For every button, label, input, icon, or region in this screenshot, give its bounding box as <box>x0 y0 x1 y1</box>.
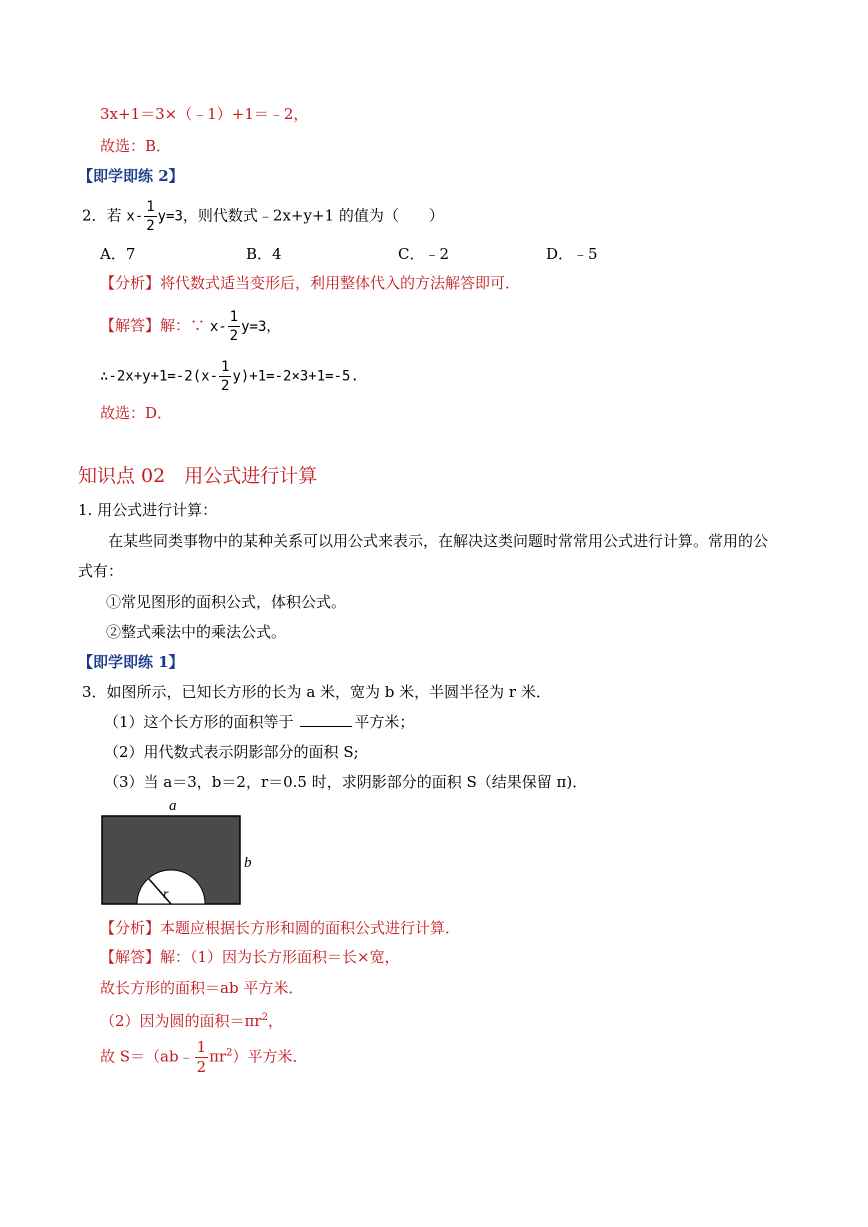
prev-solution-choice: 故选：B． <box>100 137 172 155</box>
list-item-1: ①常见图形的面积公式，体积公式。 <box>106 593 347 611</box>
answer <box>100 310 280 343</box>
answer-eq1-rhs: y=3， <box>241 318 281 335</box>
section-subheading: 1. 用公式进行计算： <box>78 501 218 519</box>
frac-den: 2 <box>196 1058 207 1076</box>
answer-line-4 <box>100 1040 308 1075</box>
answer-eq1-lhs: x- <box>209 318 227 335</box>
fraction-half <box>195 1040 209 1075</box>
list-item-2: ②整式乘法中的乘法公式。 <box>106 623 287 641</box>
frac-den: 2 <box>146 218 155 234</box>
frac-den: 2 <box>221 378 230 394</box>
answer-eq1-fraction <box>228 310 240 343</box>
part-1-text: （1）这个长方形的面积等于 <box>104 713 294 731</box>
answer-line-3-end: ， <box>267 1012 283 1030</box>
frac-num: 1 <box>146 199 155 215</box>
answer-line-1: 解：（1）因为长方形面积＝长×宽， <box>160 948 400 966</box>
section-heading: 知识点 02 用公式进行计算 <box>78 465 318 487</box>
practice-tag: 【即学即练 1】 <box>78 653 184 671</box>
expr-rhs: y=3 <box>157 208 183 225</box>
answer-label: 【解答】 <box>100 948 161 966</box>
answer-label: 【解答】 <box>100 316 161 335</box>
answer-choice: 故选：D． <box>100 404 173 422</box>
question-number: 2．若 <box>82 206 122 225</box>
option-d: D．﹣5 <box>546 245 598 263</box>
answer-line-4-end: ）平方米． <box>232 1047 308 1066</box>
analysis <box>100 273 520 293</box>
part-2: （2）用代数式表示阴影部分的面积 S; <box>104 743 359 761</box>
answer-line-2: 故长方形的面积＝ab 平方米． <box>100 979 304 997</box>
expr-lhs: x- <box>126 208 144 225</box>
superscript: 2 <box>226 1047 233 1059</box>
answer-blank <box>300 714 352 727</box>
answer-eq1 <box>209 309 281 344</box>
paragraph-line-2: 式有： <box>78 562 124 580</box>
analysis <box>100 918 460 938</box>
superscript: 2 <box>261 1012 268 1023</box>
analysis-text: 本题应根据长方形和圆的面积公式进行计算． <box>160 919 461 937</box>
question-2 <box>82 200 444 233</box>
therefore-suffix: y)+1=-2×3+1=-5. <box>232 368 359 385</box>
prev-solution-line: 3x+1＝3×（﹣1）+1＝﹣2， <box>100 105 309 123</box>
answer-intro: 解：∵ <box>160 316 206 335</box>
rectangle-figure <box>94 796 264 911</box>
question-rest: ，则代数式﹣2x+y+1 的值为（ ） <box>182 206 444 225</box>
part-3: （3）当 a＝3，b＝2，r＝0.5 时，求阴影部分的面积 S（结果保留 π)． <box>104 773 588 791</box>
paragraph-line-1: 在某些同类事物中的某种关系可以用公式来表示，在解决这类问题时常常用公式进行计算。常用的公 <box>108 532 769 550</box>
frac-den: 2 <box>229 328 239 344</box>
label-b: b <box>244 855 252 871</box>
label-r: r <box>163 887 169 902</box>
therefore-fraction <box>219 360 231 393</box>
analysis-label: 【分析】 <box>100 919 161 937</box>
part-1-unit: 平方米； <box>354 713 415 731</box>
analysis-text: 将代数式适当变形后，利用整体代入的方法解答即可． <box>160 274 521 292</box>
practice-tag: 【即学即练 2】 <box>78 167 184 185</box>
figure-svg <box>94 796 264 911</box>
analysis-label: 【分析】 <box>100 274 161 292</box>
answer-line-3 <box>100 1008 283 1031</box>
option-b: B．4 <box>246 245 282 263</box>
frac-num: 1 <box>229 309 239 325</box>
option-a: A．7 <box>100 245 136 263</box>
therefore-line <box>100 360 359 393</box>
frac-num: 1 <box>221 359 230 375</box>
question-3: 3．如图所示，已知长方形的长为 a 米，宽为 b 米，半圆半径为 r 米． <box>82 683 551 701</box>
fraction-half <box>144 200 156 233</box>
label-a: a <box>169 798 177 814</box>
option-c: C．﹣2 <box>398 245 450 263</box>
answer-line-4-pre: 故 S＝（ab﹣ <box>100 1047 194 1066</box>
frac-num: 1 <box>196 1038 207 1056</box>
therefore-prefix: ∴-2x+y+1=-2(x- <box>100 368 219 385</box>
answer <box>100 947 400 967</box>
answer-line-3-text: （2）因为圆的面积＝πr <box>100 1012 262 1030</box>
part-1 <box>104 712 414 732</box>
answer-line-4-post: πr <box>209 1047 227 1066</box>
